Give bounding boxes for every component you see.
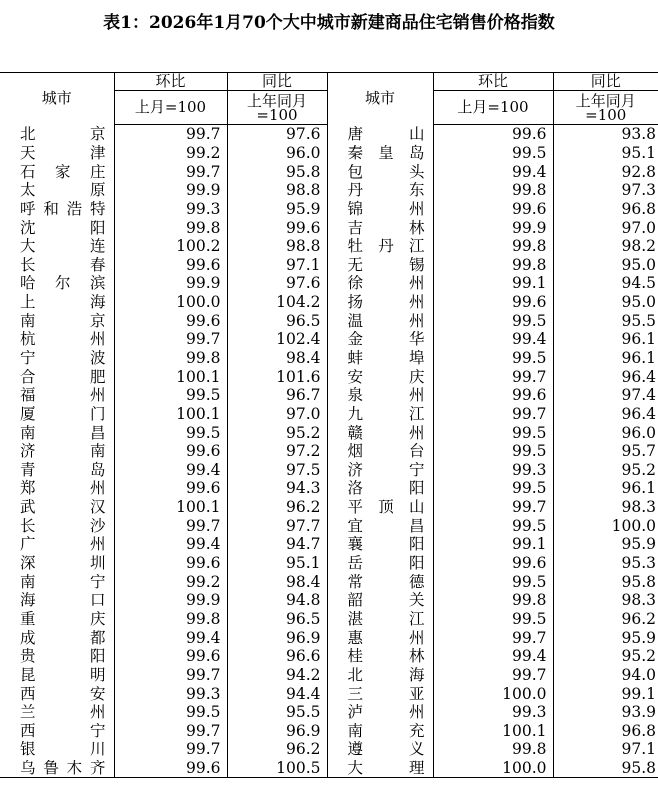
cell-city-right: 丹东 xyxy=(327,181,433,200)
cell-city-right: 济宁 xyxy=(327,461,433,480)
cell-mom-left: 99.6 xyxy=(114,311,227,330)
cell-yoy-left: 95.1 xyxy=(227,554,327,573)
header-yoy-right: 同比 xyxy=(553,73,658,91)
table-body xyxy=(0,125,658,778)
cell-mom-right: 99.1 xyxy=(433,274,553,293)
cell-yoy-left: 96.9 xyxy=(227,722,327,741)
cell-mom-right: 99.4 xyxy=(433,330,553,349)
cell-yoy-right: 95.1 xyxy=(553,144,658,163)
cell-mom-left: 99.4 xyxy=(114,461,227,480)
cell-yoy-right: 95.2 xyxy=(553,461,658,480)
table-row xyxy=(0,535,658,554)
table-row xyxy=(0,405,658,424)
table-row xyxy=(0,740,658,759)
header-mom-base-right: 上月=100 xyxy=(433,91,553,125)
cell-mom-left: 99.7 xyxy=(114,162,227,181)
header-yoy-base-line2: =100 xyxy=(585,105,627,124)
cell-mom-right: 99.6 xyxy=(433,125,553,144)
cell-yoy-right: 95.8 xyxy=(553,572,658,591)
table-row xyxy=(0,684,658,703)
cell-mom-right: 99.5 xyxy=(433,442,553,461)
table-row xyxy=(0,255,658,274)
cell-city-left: 兰州 xyxy=(0,703,114,722)
cell-yoy-left: 96.0 xyxy=(227,144,327,163)
cell-yoy-right: 96.4 xyxy=(553,367,658,386)
cell-yoy-left: 97.7 xyxy=(227,516,327,535)
cell-city-right: 安庆 xyxy=(327,367,433,386)
cell-yoy-right: 98.3 xyxy=(553,591,658,610)
cell-mom-left: 99.7 xyxy=(114,666,227,685)
cell-mom-right: 99.8 xyxy=(433,255,553,274)
cell-city-right: 唐山 xyxy=(327,125,433,144)
cell-mom-right: 99.5 xyxy=(433,572,553,591)
cell-yoy-left: 97.6 xyxy=(227,274,327,293)
cell-city-left: 呼和浩特 xyxy=(0,200,114,219)
cell-yoy-left: 95.8 xyxy=(227,162,327,181)
cell-city-right: 常德 xyxy=(327,572,433,591)
cell-yoy-left: 102.4 xyxy=(227,330,327,349)
table-row xyxy=(0,647,658,666)
cell-city-left: 郑州 xyxy=(0,479,114,498)
cell-mom-right: 99.5 xyxy=(433,349,553,368)
cell-yoy-right: 95.0 xyxy=(553,293,658,312)
table-row xyxy=(0,125,658,144)
cell-city-left: 武汉 xyxy=(0,498,114,517)
cell-mom-right: 99.7 xyxy=(433,405,553,424)
cell-city-right: 烟台 xyxy=(327,442,433,461)
cell-mom-left: 99.5 xyxy=(114,423,227,442)
cell-city-right: 三亚 xyxy=(327,684,433,703)
cell-yoy-right: 95.8 xyxy=(553,759,658,778)
cell-mom-right: 99.8 xyxy=(433,591,553,610)
cell-yoy-right: 93.9 xyxy=(553,703,658,722)
cell-city-left: 杭州 xyxy=(0,330,114,349)
cell-yoy-right: 97.3 xyxy=(553,181,658,200)
cell-yoy-right: 96.8 xyxy=(553,722,658,741)
table-row xyxy=(0,666,658,685)
table-row xyxy=(0,386,658,405)
cell-yoy-left: 97.2 xyxy=(227,442,327,461)
cell-city-right: 洛阳 xyxy=(327,479,433,498)
cell-yoy-left: 97.5 xyxy=(227,461,327,480)
cell-yoy-left: 98.4 xyxy=(227,572,327,591)
cell-mom-left: 100.0 xyxy=(114,293,227,312)
cell-yoy-right: 95.2 xyxy=(553,647,658,666)
cell-mom-left: 100.2 xyxy=(114,237,227,256)
cell-mom-left: 99.3 xyxy=(114,200,227,219)
cell-yoy-right: 95.3 xyxy=(553,554,658,573)
header-yoy-left: 同比 xyxy=(227,73,327,91)
cell-mom-right: 99.3 xyxy=(433,703,553,722)
cell-mom-right: 99.5 xyxy=(433,479,553,498)
cell-city-left: 合肥 xyxy=(0,367,114,386)
cell-yoy-left: 94.4 xyxy=(227,684,327,703)
cell-city-right: 大理 xyxy=(327,759,433,778)
cell-mom-right: 99.5 xyxy=(433,311,553,330)
cell-yoy-left: 94.2 xyxy=(227,666,327,685)
cell-yoy-left: 96.5 xyxy=(227,311,327,330)
cell-city-left: 宁波 xyxy=(0,349,114,368)
header-yoy-base-line1: 上年同月 xyxy=(575,91,636,110)
table-row xyxy=(0,423,658,442)
cell-city-left: 长春 xyxy=(0,255,114,274)
cell-city-left: 太原 xyxy=(0,181,114,200)
cell-mom-right: 99.5 xyxy=(433,610,553,629)
cell-city-right: 赣州 xyxy=(327,423,433,442)
cell-mom-left: 99.6 xyxy=(114,647,227,666)
cell-yoy-right: 94.0 xyxy=(553,666,658,685)
cell-yoy-left: 100.5 xyxy=(227,759,327,778)
cell-mom-left: 99.7 xyxy=(114,125,227,144)
cell-yoy-right: 98.2 xyxy=(553,237,658,256)
cell-yoy-right: 96.8 xyxy=(553,200,658,219)
cell-city-left: 南京 xyxy=(0,311,114,330)
cell-mom-right: 99.3 xyxy=(433,461,553,480)
cell-yoy-right: 97.0 xyxy=(553,218,658,237)
cell-mom-right: 99.5 xyxy=(433,423,553,442)
cell-city-left: 海口 xyxy=(0,591,114,610)
table-row xyxy=(0,200,658,219)
cell-city-left: 天津 xyxy=(0,144,114,163)
cell-yoy-right: 97.1 xyxy=(553,740,658,759)
cell-yoy-right: 98.3 xyxy=(553,498,658,517)
table-row xyxy=(0,461,658,480)
cell-city-right: 秦皇岛 xyxy=(327,144,433,163)
table-row xyxy=(0,218,658,237)
cell-mom-right: 99.8 xyxy=(433,237,553,256)
header-yoy-base-left xyxy=(227,91,327,125)
cell-city-right: 温州 xyxy=(327,311,433,330)
cell-mom-right: 99.8 xyxy=(433,740,553,759)
cell-mom-right: 100.0 xyxy=(433,684,553,703)
header-city-right: 城市 xyxy=(327,73,433,125)
header-mom-base-left: 上月=100 xyxy=(114,91,227,125)
cell-mom-right: 99.4 xyxy=(433,647,553,666)
cell-yoy-right: 95.7 xyxy=(553,442,658,461)
cell-mom-right: 99.5 xyxy=(433,516,553,535)
cell-city-left: 济南 xyxy=(0,442,114,461)
cell-yoy-left: 95.9 xyxy=(227,200,327,219)
cell-city-right: 惠州 xyxy=(327,628,433,647)
cell-city-right: 韶关 xyxy=(327,591,433,610)
table-row xyxy=(0,274,658,293)
cell-city-left: 贵阳 xyxy=(0,647,114,666)
cell-city-left: 南宁 xyxy=(0,572,114,591)
cell-city-right: 徐州 xyxy=(327,274,433,293)
cell-mom-left: 99.6 xyxy=(114,759,227,778)
cell-yoy-left: 96.7 xyxy=(227,386,327,405)
cell-mom-right: 99.9 xyxy=(433,218,553,237)
cell-city-left: 长沙 xyxy=(0,516,114,535)
cell-mom-left: 100.1 xyxy=(114,367,227,386)
table-row xyxy=(0,144,658,163)
cell-city-right: 九江 xyxy=(327,405,433,424)
cell-mom-left: 99.2 xyxy=(114,572,227,591)
cell-mom-left: 99.4 xyxy=(114,535,227,554)
cell-yoy-left: 101.6 xyxy=(227,367,327,386)
cell-mom-right: 99.6 xyxy=(433,200,553,219)
table-row xyxy=(0,703,658,722)
table-row xyxy=(0,572,658,591)
cell-mom-right: 99.7 xyxy=(433,628,553,647)
cell-mom-left: 99.6 xyxy=(114,479,227,498)
cell-yoy-left: 96.9 xyxy=(227,628,327,647)
cell-mom-left: 99.9 xyxy=(114,591,227,610)
cell-city-right: 扬州 xyxy=(327,293,433,312)
cell-city-left: 广州 xyxy=(0,535,114,554)
cell-yoy-left: 96.5 xyxy=(227,610,327,629)
cell-city-left: 乌鲁木齐 xyxy=(0,759,114,778)
table-row xyxy=(0,554,658,573)
cell-city-right: 遵义 xyxy=(327,740,433,759)
cell-city-right: 蚌埠 xyxy=(327,349,433,368)
cell-yoy-left: 104.2 xyxy=(227,293,327,312)
price-index-table-container xyxy=(0,72,658,778)
cell-city-left: 重庆 xyxy=(0,610,114,629)
table-row xyxy=(0,237,658,256)
cell-yoy-left: 94.8 xyxy=(227,591,327,610)
cell-mom-right: 99.8 xyxy=(433,181,553,200)
cell-mom-left: 99.7 xyxy=(114,740,227,759)
cell-yoy-left: 96.6 xyxy=(227,647,327,666)
cell-mom-left: 99.5 xyxy=(114,386,227,405)
table-row xyxy=(0,722,658,741)
cell-yoy-left: 95.5 xyxy=(227,703,327,722)
cell-yoy-right: 96.1 xyxy=(553,479,658,498)
table-row xyxy=(0,330,658,349)
cell-city-left: 南昌 xyxy=(0,423,114,442)
cell-city-right: 吉林 xyxy=(327,218,433,237)
cell-city-right: 包头 xyxy=(327,162,433,181)
table-row xyxy=(0,628,658,647)
cell-mom-right: 99.7 xyxy=(433,367,553,386)
cell-yoy-right: 96.2 xyxy=(553,610,658,629)
cell-mom-right: 99.5 xyxy=(433,144,553,163)
header-yoy-base-right xyxy=(553,91,658,125)
cell-yoy-left: 98.4 xyxy=(227,349,327,368)
cell-mom-right: 99.1 xyxy=(433,535,553,554)
header-mom-right: 环比 xyxy=(433,73,553,91)
cell-city-left: 上海 xyxy=(0,293,114,312)
header-yoy-base-line2: =100 xyxy=(256,105,298,124)
cell-yoy-right: 95.9 xyxy=(553,628,658,647)
cell-mom-left: 99.8 xyxy=(114,349,227,368)
cell-yoy-right: 100.0 xyxy=(553,516,658,535)
cell-yoy-left: 96.2 xyxy=(227,740,327,759)
cell-city-left: 成都 xyxy=(0,628,114,647)
cell-mom-right: 99.6 xyxy=(433,386,553,405)
cell-city-right: 泸州 xyxy=(327,703,433,722)
cell-yoy-left: 94.3 xyxy=(227,479,327,498)
cell-city-left: 西安 xyxy=(0,684,114,703)
cell-yoy-right: 95.5 xyxy=(553,311,658,330)
cell-city-left: 青岛 xyxy=(0,461,114,480)
table-row xyxy=(0,293,658,312)
table-row xyxy=(0,367,658,386)
cell-mom-left: 99.7 xyxy=(114,330,227,349)
cell-mom-left: 99.7 xyxy=(114,722,227,741)
cell-yoy-right: 92.8 xyxy=(553,162,658,181)
cell-mom-right: 99.6 xyxy=(433,293,553,312)
cell-yoy-left: 98.8 xyxy=(227,181,327,200)
cell-city-right: 湛江 xyxy=(327,610,433,629)
cell-city-left: 昆明 xyxy=(0,666,114,685)
header-mom-left: 环比 xyxy=(114,73,227,91)
cell-city-left: 哈尔滨 xyxy=(0,274,114,293)
cell-mom-left: 99.3 xyxy=(114,684,227,703)
table-row xyxy=(0,498,658,517)
cell-city-right: 金华 xyxy=(327,330,433,349)
table-row xyxy=(0,591,658,610)
table-title: 表1：2026年1月70个大中城市新建商品住宅销售价格指数 xyxy=(103,13,555,33)
cell-yoy-right: 96.0 xyxy=(553,423,658,442)
cell-mom-left: 99.6 xyxy=(114,442,227,461)
cell-yoy-right: 96.4 xyxy=(553,405,658,424)
table-row xyxy=(0,162,658,181)
cell-city-right: 南充 xyxy=(327,722,433,741)
cell-city-right: 桂林 xyxy=(327,647,433,666)
cell-yoy-left: 99.6 xyxy=(227,218,327,237)
cell-city-left: 石家庄 xyxy=(0,162,114,181)
cell-mom-left: 99.6 xyxy=(114,554,227,573)
table-row xyxy=(0,181,658,200)
cell-yoy-right: 99.1 xyxy=(553,684,658,703)
cell-city-right: 泉州 xyxy=(327,386,433,405)
cell-city-left: 北京 xyxy=(0,125,114,144)
cell-yoy-right: 95.0 xyxy=(553,255,658,274)
table-row xyxy=(0,311,658,330)
cell-city-left: 厦门 xyxy=(0,405,114,424)
table-row xyxy=(0,516,658,535)
table-row xyxy=(0,479,658,498)
cell-mom-left: 100.1 xyxy=(114,405,227,424)
cell-city-left: 西宁 xyxy=(0,722,114,741)
cell-yoy-right: 93.8 xyxy=(553,125,658,144)
cell-mom-right: 100.0 xyxy=(433,759,553,778)
cell-yoy-left: 95.2 xyxy=(227,423,327,442)
cell-mom-left: 99.9 xyxy=(114,274,227,293)
cell-yoy-left: 98.8 xyxy=(227,237,327,256)
cell-mom-right: 99.4 xyxy=(433,162,553,181)
cell-city-left: 深圳 xyxy=(0,554,114,573)
cell-yoy-right: 95.9 xyxy=(553,535,658,554)
cell-mom-right: 99.7 xyxy=(433,666,553,685)
cell-mom-left: 99.2 xyxy=(114,144,227,163)
cell-mom-left: 99.4 xyxy=(114,628,227,647)
price-index-table xyxy=(0,72,658,778)
cell-mom-left: 99.8 xyxy=(114,610,227,629)
cell-yoy-right: 96.1 xyxy=(553,330,658,349)
table-row xyxy=(0,349,658,368)
cell-city-right: 无锡 xyxy=(327,255,433,274)
cell-mom-left: 100.1 xyxy=(114,498,227,517)
cell-city-left: 银川 xyxy=(0,740,114,759)
cell-city-right: 北海 xyxy=(327,666,433,685)
cell-yoy-left: 97.1 xyxy=(227,255,327,274)
table-row xyxy=(0,759,658,778)
cell-yoy-left: 94.7 xyxy=(227,535,327,554)
cell-city-right: 襄阳 xyxy=(327,535,433,554)
table-row xyxy=(0,442,658,461)
cell-mom-right: 100.1 xyxy=(433,722,553,741)
cell-mom-right: 99.7 xyxy=(433,498,553,517)
header-yoy-base-line1: 上年同月 xyxy=(246,91,307,110)
cell-city-right: 宜昌 xyxy=(327,516,433,535)
cell-city-left: 大连 xyxy=(0,237,114,256)
cell-city-right: 牡丹江 xyxy=(327,237,433,256)
table-row xyxy=(0,610,658,629)
cell-city-right: 锦州 xyxy=(327,200,433,219)
cell-mom-left: 99.7 xyxy=(114,516,227,535)
cell-city-left: 福州 xyxy=(0,386,114,405)
cell-mom-left: 99.5 xyxy=(114,703,227,722)
cell-yoy-left: 97.6 xyxy=(227,125,327,144)
cell-city-right: 平顶山 xyxy=(327,498,433,517)
cell-yoy-right: 96.1 xyxy=(553,349,658,368)
cell-city-right: 岳阳 xyxy=(327,554,433,573)
cell-yoy-left: 96.2 xyxy=(227,498,327,517)
cell-mom-right: 99.6 xyxy=(433,554,553,573)
cell-yoy-right: 94.5 xyxy=(553,274,658,293)
cell-yoy-left: 97.0 xyxy=(227,405,327,424)
cell-mom-left: 99.9 xyxy=(114,181,227,200)
cell-city-left: 沈阳 xyxy=(0,218,114,237)
cell-mom-left: 99.6 xyxy=(114,255,227,274)
header-city-left: 城市 xyxy=(0,73,114,125)
cell-mom-left: 99.8 xyxy=(114,218,227,237)
cell-yoy-right: 97.4 xyxy=(553,386,658,405)
